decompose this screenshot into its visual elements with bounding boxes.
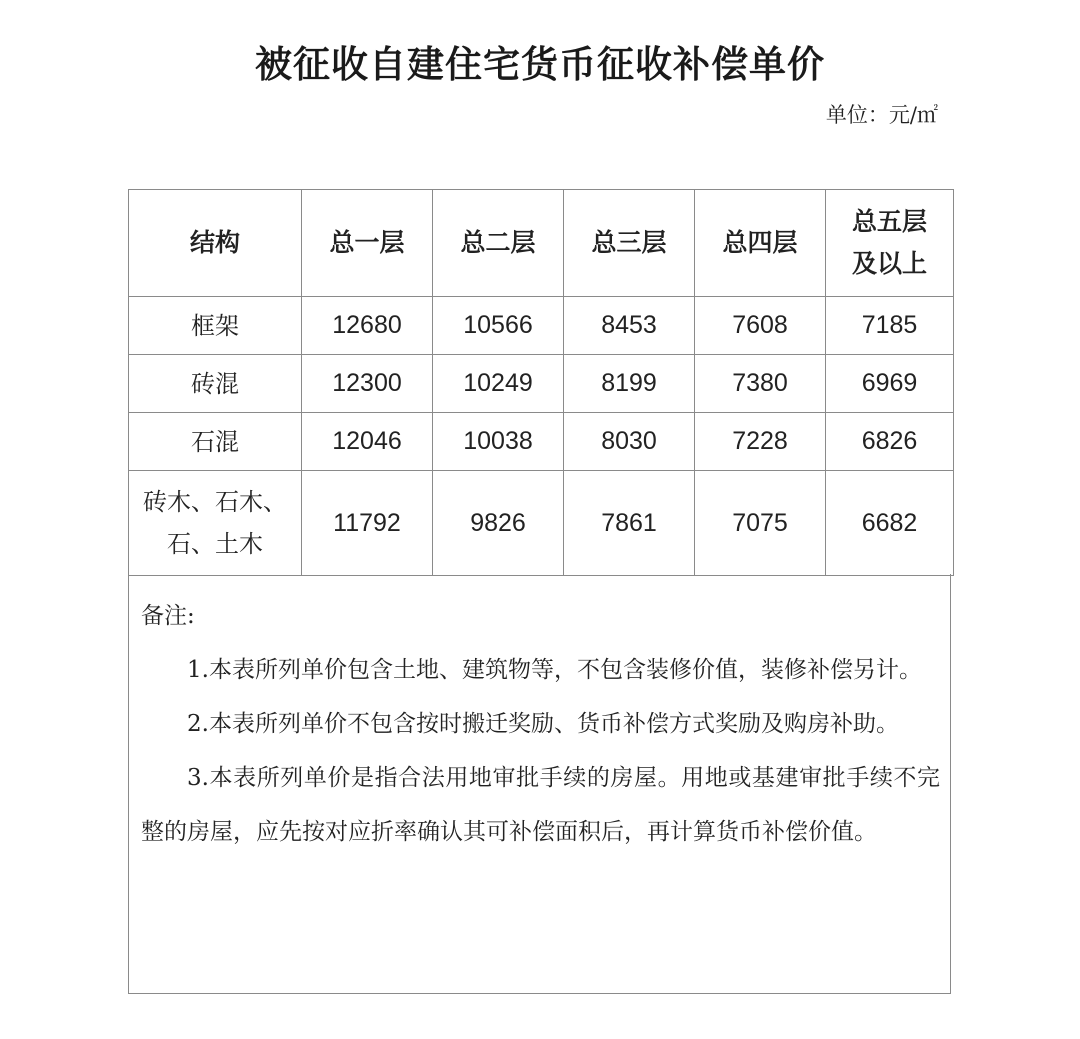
price-cell: 7228 bbox=[695, 413, 826, 471]
price-cell: 12680 bbox=[302, 297, 433, 355]
structure-cell bbox=[129, 471, 302, 576]
structure-line1: 砖木、石木、 bbox=[143, 488, 287, 516]
remark-note-3: 3.本表所列单价是指合法用地审批手续的房屋。用地或基建审批手续不完整的房屋，应先按对应折率确认其可补偿面积后，再计算货币补偿价值。 bbox=[141, 765, 940, 845]
structure-cell: 框架 bbox=[129, 297, 302, 355]
compensation-price-table bbox=[128, 189, 954, 576]
table-row bbox=[129, 413, 954, 471]
price-cell: 7861 bbox=[564, 471, 695, 576]
price-cell: 10249 bbox=[433, 355, 564, 413]
header-floor-3: 总三层 bbox=[564, 190, 695, 297]
table-row bbox=[129, 355, 954, 413]
header-floor-5-line2: 及以上 bbox=[851, 249, 927, 278]
page-title: 被征收自建住宅货币征收补偿单价 bbox=[255, 43, 825, 86]
price-cell: 10038 bbox=[433, 413, 564, 471]
price-cell: 6969 bbox=[826, 355, 954, 413]
price-cell: 12300 bbox=[302, 355, 433, 413]
header-floor-4: 总四层 bbox=[695, 190, 826, 297]
header-structure: 结构 bbox=[129, 190, 302, 297]
table-row bbox=[129, 471, 954, 576]
remarks-box bbox=[128, 574, 951, 994]
price-cell: 7185 bbox=[826, 297, 954, 355]
unit-label: 单位：元/㎡ bbox=[825, 103, 938, 127]
price-cell: 10566 bbox=[433, 297, 564, 355]
price-cell: 9826 bbox=[433, 471, 564, 576]
price-cell: 12046 bbox=[302, 413, 433, 471]
price-cell: 11792 bbox=[302, 471, 433, 576]
structure-cell: 砖混 bbox=[129, 355, 302, 413]
price-cell: 8199 bbox=[564, 355, 695, 413]
table-header-row bbox=[129, 190, 954, 297]
remarks-label: 备注: bbox=[141, 603, 195, 629]
price-cell: 6826 bbox=[826, 413, 954, 471]
remark-note-1: 1.本表所列单价包含土地、建筑物等，不包含装修价值，装修补偿另计。 bbox=[187, 657, 922, 683]
price-cell: 7380 bbox=[695, 355, 826, 413]
table-row bbox=[129, 297, 954, 355]
price-cell: 8030 bbox=[564, 413, 695, 471]
header-floor-1: 总一层 bbox=[302, 190, 433, 297]
remark-note-2: 2.本表所列单价不包含按时搬迁奖励、货币补偿方式奖励及购房补助。 bbox=[187, 711, 899, 737]
header-floor-2: 总二层 bbox=[433, 190, 564, 297]
price-cell: 8453 bbox=[564, 297, 695, 355]
price-cell: 7075 bbox=[695, 471, 826, 576]
structure-cell: 石混 bbox=[129, 413, 302, 471]
price-cell: 6682 bbox=[826, 471, 954, 576]
header-floor-5-plus bbox=[826, 190, 954, 297]
price-cell: 7608 bbox=[695, 297, 826, 355]
structure-line2: 石、土木 bbox=[167, 530, 263, 558]
header-floor-5-line1: 总五层 bbox=[851, 207, 927, 236]
